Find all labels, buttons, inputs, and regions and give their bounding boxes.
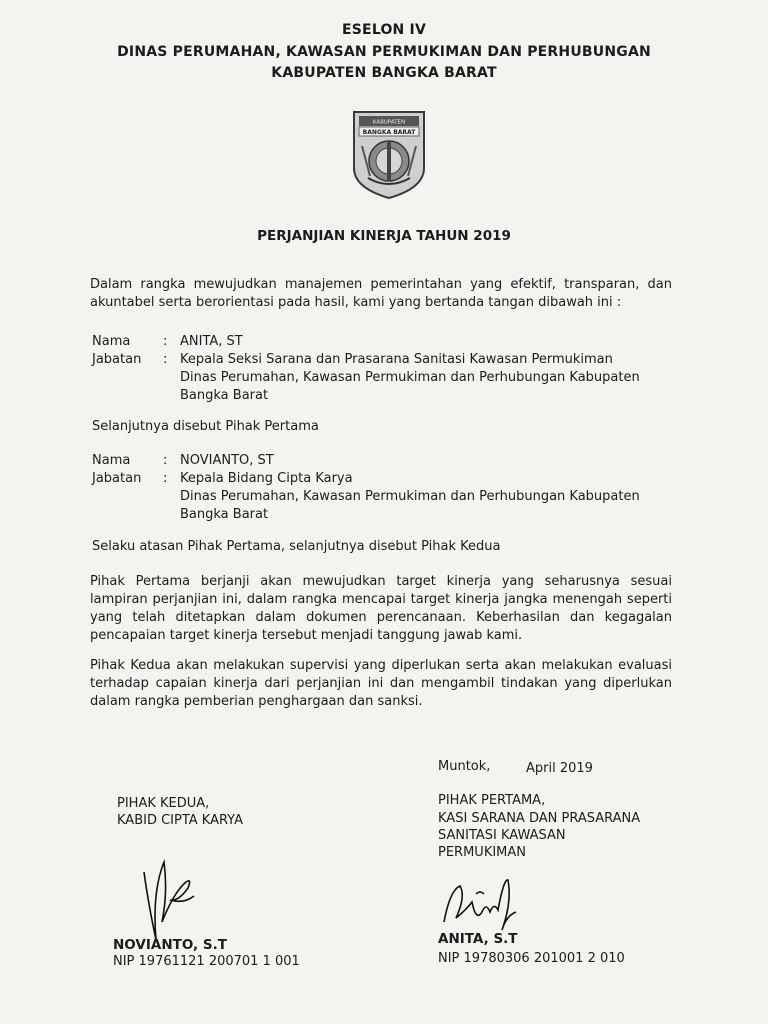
party1-referred: Selanjutnya disebut Pihak Pertama: [92, 419, 319, 434]
party2-jabatan-colon: :: [163, 471, 168, 486]
place: Muntok,: [438, 759, 491, 774]
party2-nama-colon: :: [163, 453, 168, 468]
commitment-paragraph: Pihak Pertama berjanji akan mewujudkan target kinerja yang seharusnya sesuai lampiran perjanjian ini, dalam rangka mencapai target kinerja jangka menengah seperti yang telah ditetapkan dalam dokumen perencanaan. Keberhasilan dan kegagalan pencapaian target kinerja tersebut menjadi tanggung jawab kami.: [90, 574, 672, 643]
supervision-paragraph: Pihak Kedua akan melakukan supervisi yang diperlukan serta akan melakukan evaluasi terhadap capaian kinerja dari perjanjian ini dan mengambil tindakan yang diperlukan dalam rangka pemberian penghargaan dan sanksi.: [90, 658, 672, 709]
header-agency: DINAS PERUMAHAN, KAWASAN PERMUKIMAN DAN PERHUBUNGAN: [117, 44, 651, 60]
party1-nama-value: ANITA, ST: [180, 334, 243, 349]
header-regency: KABUPATEN BANGKA BARAT: [271, 65, 497, 81]
left-signatory-role2: KABID CIPTA KARYA: [117, 813, 244, 828]
right-signatory-role2: KASI SARANA DAN PRASARANA: [438, 811, 641, 826]
right-signatory-role1: PIHAK PERTAMA,: [438, 793, 546, 808]
party1-nama-label: Nama: [92, 334, 131, 349]
svg-text:KABUPATEN: KABUPATEN: [372, 119, 406, 126]
party2-nama-value: NOVIANTO, ST: [180, 453, 274, 468]
party2-nama-label: Nama: [92, 453, 131, 468]
right-signatory-role4: PERMUKIMAN: [438, 845, 527, 860]
right-signatory-name: ANITA, S.T: [438, 931, 518, 947]
left-signatory-name: NOVIANTO, S.T: [113, 937, 227, 953]
svg-text:BANGKA BARAT: BANGKA BARAT: [362, 129, 416, 136]
right-signatory-role3: SANITASI KAWASAN: [438, 828, 566, 843]
party1-jabatan-colon: :: [163, 352, 168, 367]
document-title: PERJANJIAN KINERJA TAHUN 2019: [257, 228, 511, 244]
party1-jabatan-line2: Dinas Perumahan, Kawasan Permukiman dan Perhubungan Kabupaten: [180, 370, 640, 385]
header-eselon: ESELON IV: [342, 22, 426, 38]
kabupaten-emblem-icon: [350, 106, 428, 200]
party2-jabatan-line1: Kepala Bidang Cipta Karya: [180, 471, 353, 486]
party2-jabatan-label: Jabatan: [92, 471, 142, 486]
party1-nama-colon: :: [163, 334, 168, 349]
left-signature-icon: [134, 852, 204, 947]
party2-jabatan-line2: Dinas Perumahan, Kawasan Permukiman dan Perhubungan Kabupaten: [180, 489, 640, 504]
left-signatory-role1: PIHAK KEDUA,: [117, 796, 210, 811]
party1-jabatan-line3: Bangka Barat: [180, 388, 269, 403]
party2-referred: Selaku atasan Pihak Pertama, selanjutnya disebut Pihak Kedua: [92, 539, 501, 554]
party1-jabatan-line1: Kepala Seksi Sarana dan Prasarana Sanitasi Kawasan Permukiman: [180, 352, 613, 367]
left-signatory-nip: NIP 19761121 200701 1 001: [113, 954, 300, 969]
right-signatory-nip: NIP 19780306 201001 2 010: [438, 951, 625, 966]
date: April 2019: [526, 761, 593, 776]
party2-jabatan-line3: Bangka Barat: [180, 507, 269, 522]
party1-jabatan-label: Jabatan: [92, 352, 142, 367]
intro-paragraph: Dalam rangka mewujudkan manajemen pemerintahan yang efektif, transparan, dan akuntabel serta berorientasi pada hasil, kami yang bertanda tangan dibawah ini :: [90, 277, 672, 310]
